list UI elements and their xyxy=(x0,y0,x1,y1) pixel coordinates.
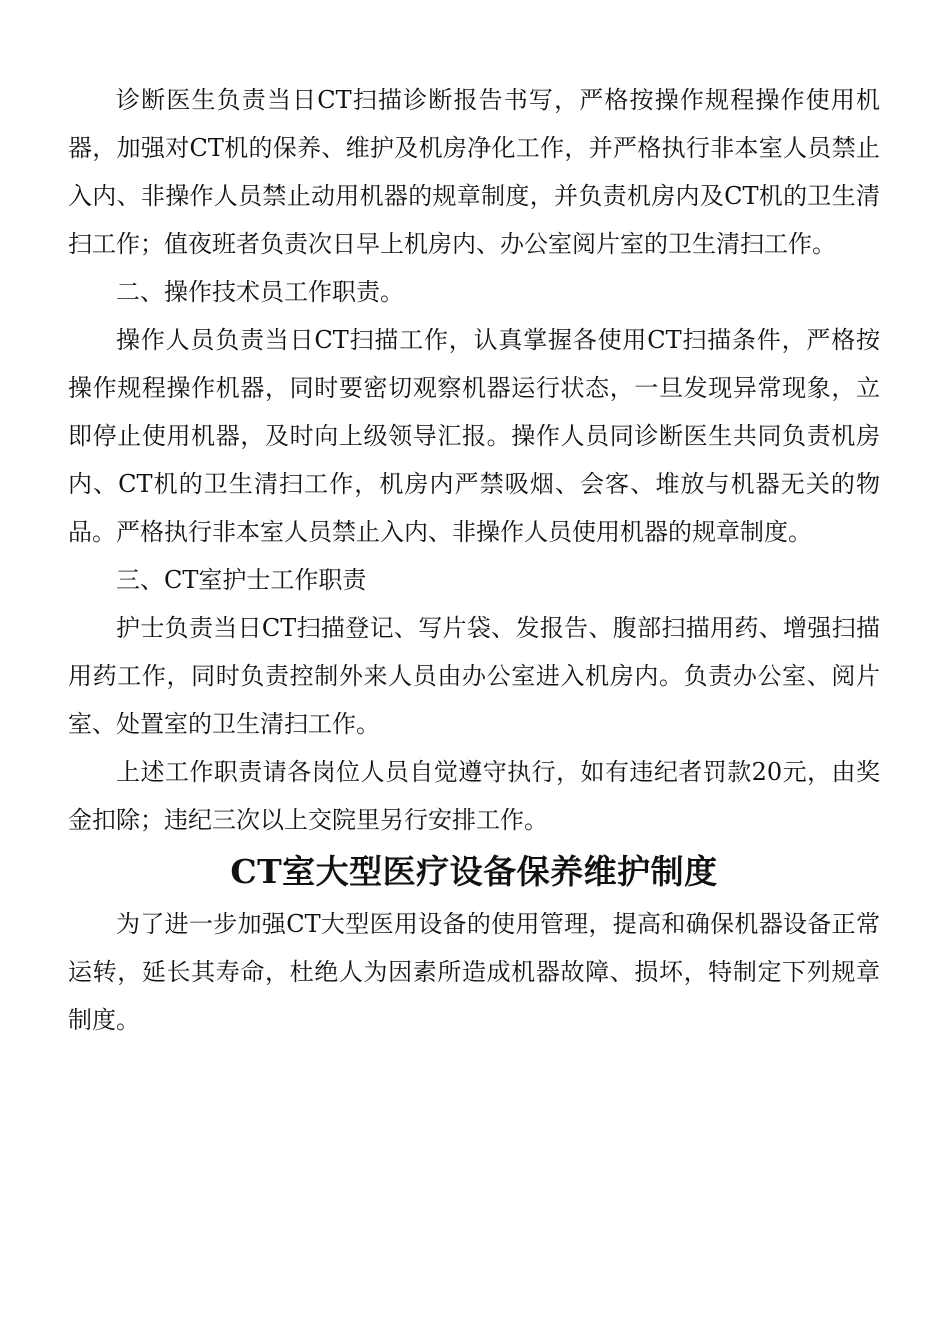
diagnostic-doctor-duties-paragraph: 诊断医生负责当日CT扫描诊断报告书写，严格按操作规程操作使用机器，加强对CT机的保养、维护及机房净化工作，并严格执行非本室人员禁止入内、非操作人员禁止动用机器的规章制度，并负责机房内及CT机的卫生清扫工作；值夜班者负责次日早上机房内、办公室阅片室的卫生清扫工作。 xyxy=(68,86,880,258)
maintenance-policy-title: CT室大型医疗设备保养维护制度 xyxy=(230,852,718,891)
closing-paragraph: 上述工作职责请各岗位人员自觉遵守执行，如有违纪者罚款20元，由奖金扣除；违纪三次以上交院里另行安排工作。 xyxy=(68,758,880,834)
nurse-duties-heading: 三、CT室护士工作职责 xyxy=(116,566,367,594)
maintenance-policy-intro-paragraph: 为了进一步加强CT大型医用设备的使用管理，提高和确保机器设备正常运转，延长其寿命，杜绝人为因素所造成机器故障、损坏，特制定下列规章制度。 xyxy=(68,910,880,1034)
document-content xyxy=(68,76,880,1044)
nurse-duties-paragraph: 护士负责当日CT扫描登记、写片袋、发报告、腹部扫描用药、增强扫描用药工作，同时负责控制外来人员由办公室进入机房内。负责办公室、阅片室、处置室的卫生清扫工作。 xyxy=(68,614,880,738)
technician-duties-paragraph: 操作人员负责当日CT扫描工作，认真掌握各使用CT扫描条件，严格按操作规程操作机器，同时要密切观察机器运行状态，一旦发现异常现象，立即停止使用机器，及时向上级领导汇报。操作人员同诊断医生共同负责机房内、CT机的卫生清扫工作，机房内严禁吸烟、会客、堆放与机器无关的物品。严格执行非本室人员禁止入内、非操作人员使用机器的规章制度。 xyxy=(68,326,880,546)
technician-duties-heading: 二、操作技术员工作职责。 xyxy=(116,278,404,306)
